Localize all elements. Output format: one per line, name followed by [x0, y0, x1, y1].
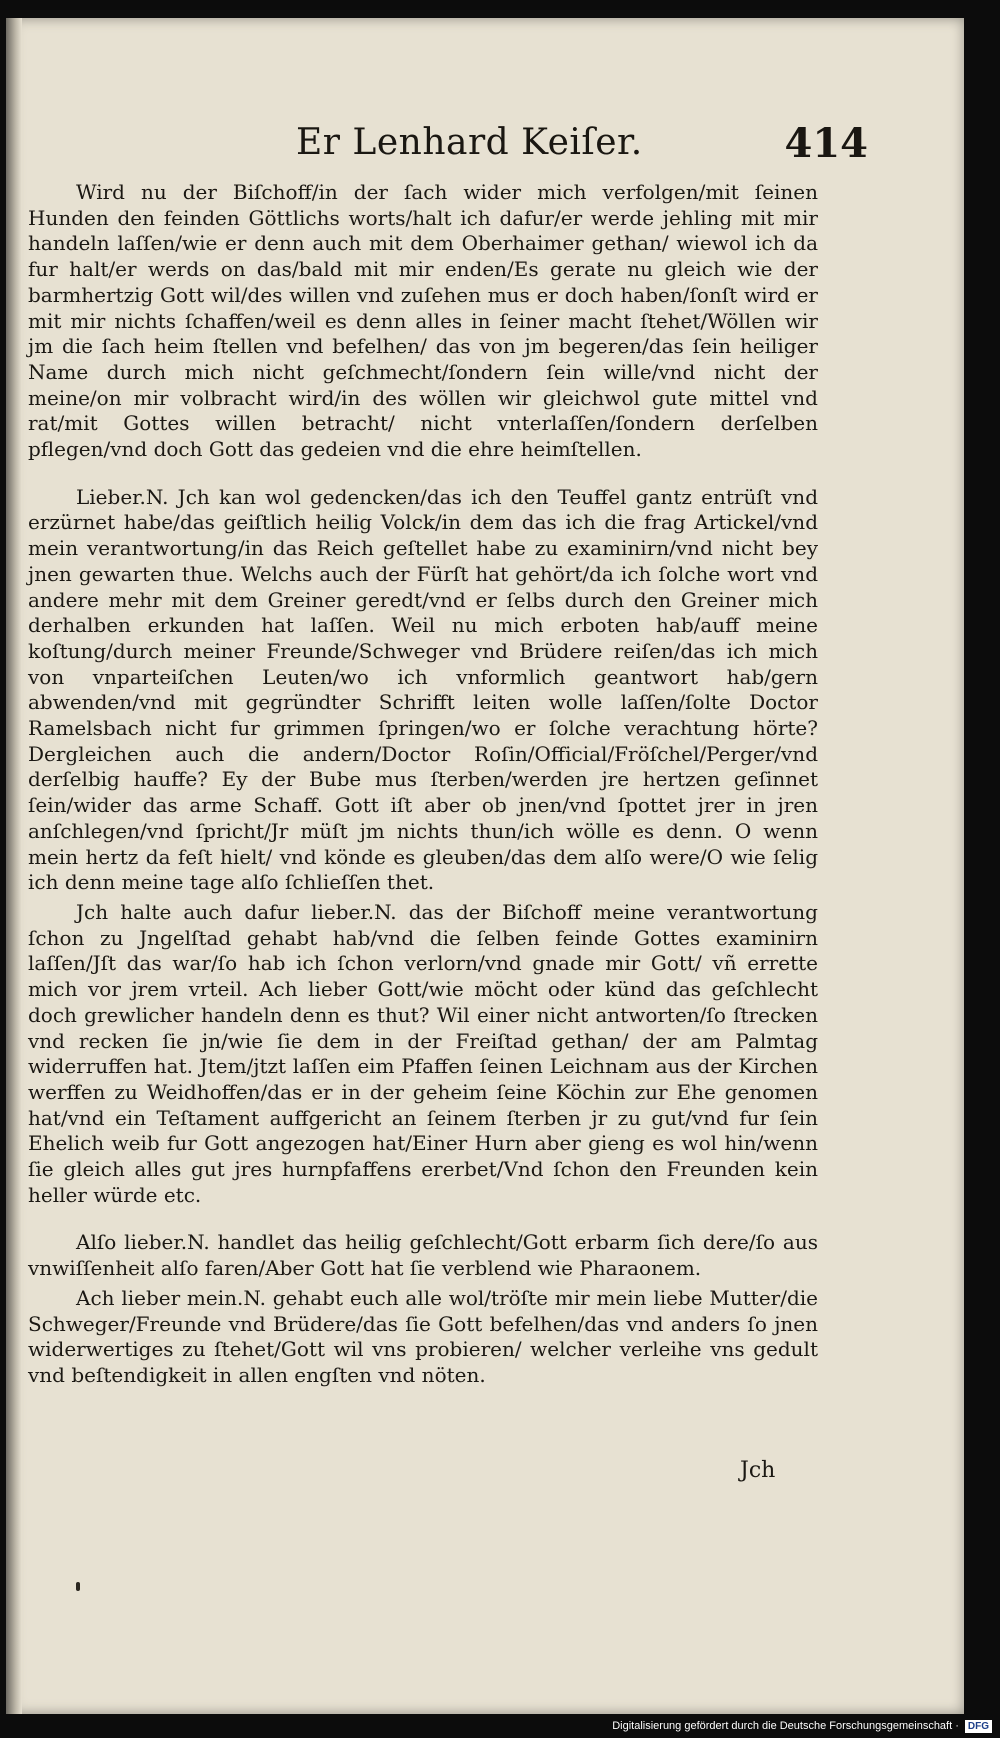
running-title: Er Lenhard Keiſer.	[296, 122, 643, 163]
book-page	[6, 18, 964, 1714]
page-gutter-shadow	[6, 18, 22, 1714]
paragraph-3: Jch halte auch dafur lieber.N. das der Biſchoff meine verantwortung ſchon zu Jngelſtad gehabt hab/vnd die ſelben feinde Gottes examinirn laſſen/Jſt das war/ſo hab ich ſchon verlorn/vnd gnade mir Gott/ vñ errette mich vor jrem vrteil. Ach lieber Gott/wie möcht oder künd das geſchlecht doch grewlicher handeln denn es thut? Wil einer nicht antworten/ſo ſtrecken vnd recken ſie jn/wie ſie dem in der Freiſtad gethan/ der am Palmtag widerruffen hat. Jtem/jtzt laſſen eim Pfaffen ſeinen Leichnam aus der Kirchen werffen zu Weidhoffen/das er in der geheim ſeine Köchin zur Ehe genomen hat/vnd ein Teſtament auffgericht an ſeinem ſterben jr zu gut/vnd fur ſein Ehelich weib fur Gott angezogen hat/Einer Hurn aber gieng es wol hin/wenn ſie gleich alles gut jres hurnpfaffens ererbet/Vnd ſchon den Freunden kein heller würde etc.	[28, 899, 818, 1207]
digitization-footer	[612, 1718, 992, 1734]
footer-credit: Digitalisierung gefördert durch die Deutsche Forschungsgemeinschaft ·	[612, 1720, 959, 1732]
running-head	[296, 120, 868, 174]
paragraph-4: Alſo lieber.N. handlet das heilig geſchlecht/Gott erbarm ſich dere/ſo aus vnwiſſenheit alſo faren/Aber Gott hat ſie verblend wie Pharaonem.	[28, 1230, 818, 1281]
page-body	[28, 180, 818, 1389]
ink-speck	[76, 1582, 80, 1591]
catchword: Jch	[740, 1458, 776, 1483]
paragraph-2: Lieber.N. Jch kan wol gedencken/das ich den Teuffel gantz entrüſt vnd erzürnet habe/das geiſtlich heilig Volck/in dem das ich die frag Artickel/vnd mein verantwortung/in das Reich geſtellet habe zu examinirn/vnd nicht bey jnen gewarten thue. Welchs auch der Fürſt hat gehört/da ich ſolche wort vnd andere mehr mit dem Greiner geredt/vnd er ſelbs durch den Greiner mich derhalben erkunden hat laſſen. Weil nu mich erboten hab/auff meine koſtung/durch meiner Freunde/Schweger vnd Brüdere reiſen/das ich mich von vnparteiſchen Leuten/wo ich vnformlich geantwort hab/gern abwenden/vnd mit gegründter Schrifft leiten wolle laſſen/ſolte Doctor Ramelsbach nicht fur grimmen ſpringen/wo er ſolche verachtung hörte? Dergleichen auch die andern/Doctor Roſin/Official/Fröſchel/Perger/vnd derſelbig hauffe? Ey der Bube mus ſterben/werden jre hertzen geſinnet ſein/wider das arme Schaff. Gott iſt aber ob jnen/vnd ſpottet jrer in jren anſchlegen/vnd ſpricht/Jr müſt jm nichts thun/ich wölle es denn. O wenn mein hertz da feſt hielt/ vnd könde es gleuben/das dem alſo were/O wie ſelig ich denn meine tage alſo ſchlieſſen thet.	[28, 484, 818, 895]
paragraph-5: Ach lieber mein.N. gehabt euch alle wol/tröſte mir mein liebe Mutter/die Schweger/Freunde vnd Brüdere/das ſie Gott befelhen/das vnd anders ſo jnen widerwertiges zu ſtehet/Gott wil vns probieren/ welcher verleihe vns gedult vnd beſtendigkeit in allen engſten vnd nöten.	[28, 1285, 818, 1387]
paragraph-1: Wird nu der Biſchoff/in der ſach wider mich verfolgen/mit ſeinen Hunden den feinden Göttlichs worts/halt ich dafur/er werde jehling mit mir handeln laſſen/wie er denn auch mit dem Oberhaimer gethan/ wiewol ich da fur halt/er werds on das/bald mit mir enden/Es gerate nu gleich wie der barmhertzig Gott wil/des willen vnd zuſehen mus er doch haben/ſonſt wird er mit mir nichts ſchaffen/weil es denn alles in ſeiner macht ſtehet/Wöllen wir jm die ſach heim ſtellen vnd befelhen/ das von jm begeren/das ſein heiliger Name durch mich nicht geſchmecht/ſondern ſein wille/vnd nicht der meine/on mir volbracht wird/in des wöllen wir gleichwol gute mittel vnd rat/mit Gottes willen betracht/ nicht vnterlaſſen/ſondern derſelben pflegen/vnd doch Gott das gedeien vnd die ehre heimſtellen.	[28, 180, 818, 462]
page-number: 414	[784, 120, 868, 167]
dfg-logo: DFG	[965, 1720, 992, 1733]
